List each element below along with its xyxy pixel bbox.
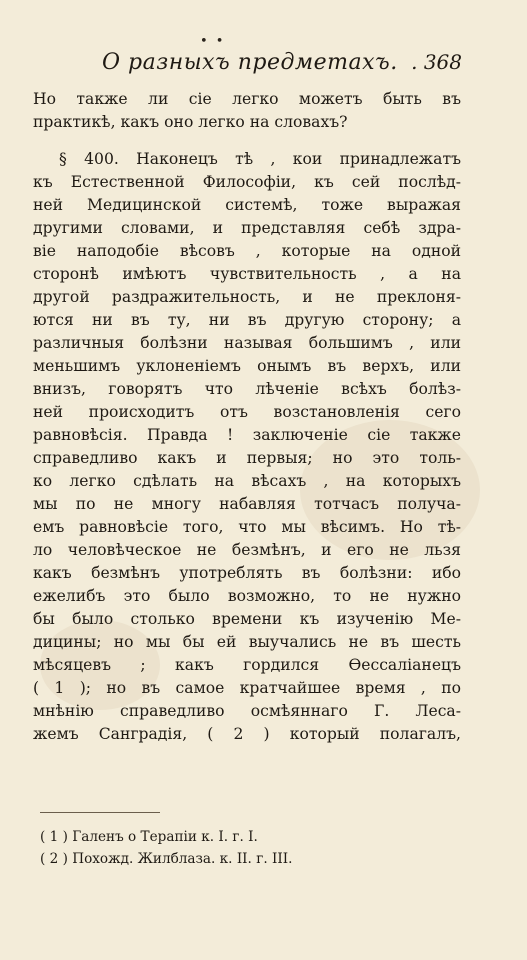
text-line: сторонѣ имѣютъ чувствительность , а на <box>33 265 461 283</box>
text-line: дицины; но мы бы ей выучались не въ шесть <box>33 633 461 651</box>
text-line: равновѣсія. Правда ! заключеніе сіе также <box>33 426 461 444</box>
text-line: бы было столько времени къ изученію Ме- <box>33 610 461 628</box>
text-line: внизъ, говорятъ что лѣченіе всѣхъ болѣз- <box>33 380 461 398</box>
footnote: ( 1 ) Галенъ о Терапіи к. I. г. I. <box>40 829 258 845</box>
footnote-rule <box>40 812 160 813</box>
text-line: § 400. Наконецъ тѣ , кои принадлежатъ <box>59 150 461 168</box>
top-ornament: • • <box>200 34 226 49</box>
page-number-group <box>411 50 462 74</box>
text-line: другой раздражительность, и не преклоня- <box>33 288 461 306</box>
page-number: 368 <box>423 50 462 74</box>
footnotes <box>40 826 460 870</box>
page-marker: . <box>411 50 418 74</box>
text-line: мнѣнію справедливо осмѣяннаго Г. Леса- <box>33 702 461 720</box>
text-line: ( 1 ); но въ самое кратчайшее время , по <box>33 679 461 697</box>
text-line: ются ни въ ту, ни въ другую сторону; а <box>33 311 461 329</box>
text-line: практикѣ, какъ оно легко на словахъ? <box>33 113 348 131</box>
text-line: меньшимъ уклоненіемъ онымъ въ верхъ, или <box>33 357 461 375</box>
text-line: различныя болѣзни называя большимъ , или <box>33 334 461 352</box>
text-line: какъ безмѣнъ употреблять въ болѣзни: ибо <box>33 564 461 582</box>
text-line: жемъ Санградія, ( 2 ) который полагалъ, <box>33 725 461 743</box>
text-line: ежелибъ это было возможно, то не нужно <box>33 587 461 605</box>
body-text <box>33 88 461 746</box>
text-line: емъ равновѣсіе того, что мы вѣсимъ. Но тѣ- <box>33 518 461 536</box>
text-line: ней происходитъ отъ возстановленія сего <box>33 403 461 421</box>
running-title: О разныхъ предметахъ. <box>102 50 398 75</box>
text-line: мѣсяцевъ ; какъ гордился Өессаліанецъ <box>33 656 461 674</box>
text-line: справедливо какъ и первыя; но это толь- <box>33 449 461 467</box>
text-line: другими словами, и представляя себѣ здра- <box>33 219 461 237</box>
footnote: ( 2 ) Похожд. Жилблаза. к. II. г. III. <box>40 851 293 867</box>
text-line: ней Медицинской системѣ, тоже выражая <box>33 196 461 214</box>
text-line: ко легко сдѣлать на вѣсахъ , на которыхъ <box>33 472 461 490</box>
text-line: къ Естественной Философіи, къ сей послѣд- <box>33 173 461 191</box>
text-line: ло человѣческое не безмѣнъ, и его не льзя <box>33 541 461 559</box>
text-line: віе наподобіе вѣсовъ , которые на одной <box>33 242 461 260</box>
text-line: мы по не многу набавляя тотчасъ получа- <box>33 495 461 513</box>
text-line: Но также ли сіе легко можетъ быть въ <box>33 90 461 108</box>
running-head <box>102 50 462 80</box>
